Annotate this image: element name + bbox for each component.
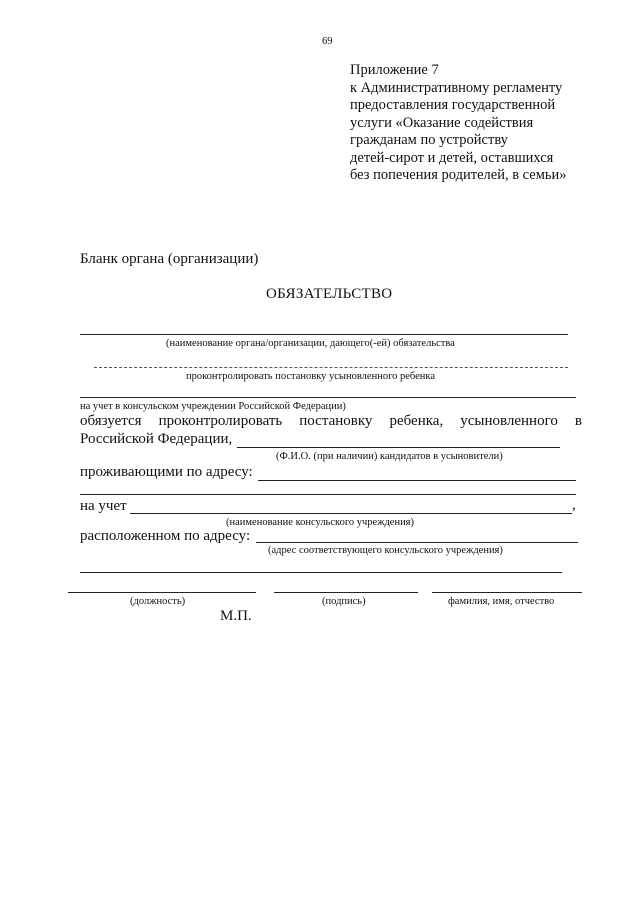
appendix-line: предоставления государственной: [350, 97, 556, 113]
obligation-word: постановку: [299, 413, 373, 429]
consulate-address-line[interactable]: [256, 542, 578, 543]
obligation-word: проконтролировать: [158, 413, 283, 429]
appendix-line: услуги «Оказание содействия: [350, 114, 534, 131]
org-name-caption: (наименование органа/организации, дающего(-ей) обязательства: [166, 338, 455, 349]
appendix-line: детей-сирот и детей, оставшихся: [350, 149, 554, 166]
residing-address-line[interactable]: [258, 480, 576, 481]
obligation-word: в: [574, 413, 582, 429]
registration-label: на учет: [80, 498, 127, 514]
page-number: 69: [322, 36, 333, 47]
registration-comma: ,: [572, 497, 576, 513]
appendix-block: [350, 62, 567, 185]
letterhead-label: Бланк органа (организации): [80, 251, 259, 267]
obligation-word: ребенка,: [389, 413, 444, 429]
control-line[interactable]: [94, 367, 568, 368]
obligation-line2: Российской Федерации,: [80, 431, 233, 447]
obligation-sentence: [80, 413, 582, 430]
control-caption: проконтролировать постановку усыновленного ребенка: [186, 371, 435, 382]
full-name-line[interactable]: [432, 592, 582, 593]
document-title: ОБЯЗАТЕЛЬСТВО: [266, 286, 393, 302]
consulate-name-line[interactable]: [130, 513, 572, 514]
located-label: расположенном по адресу:: [80, 528, 251, 544]
signature-caption: (подпись): [322, 596, 366, 607]
consulate-line[interactable]: [80, 397, 576, 398]
consulate-caption: на учет в консульском учреждении Российской Федерации): [80, 401, 346, 412]
position-caption: (должность): [130, 596, 186, 607]
consulate-name-caption: (наименование консульского учреждения): [226, 517, 415, 528]
appendix-line: Приложение 7: [350, 62, 439, 78]
residing-label: проживающими по адресу:: [80, 464, 253, 480]
residing-address-line-2[interactable]: [80, 494, 576, 495]
obligation-word: обязуется: [80, 413, 142, 429]
stamp-place: М.П.: [220, 608, 252, 624]
position-line[interactable]: [68, 592, 256, 593]
appendix-line: гражданам по устройству: [350, 132, 508, 148]
consulate-address-caption: (адрес соответствующего консульского учреждения): [268, 545, 503, 556]
fio-caption: (Ф.И.О. (при наличии) кандидатов в усыновители): [276, 451, 503, 462]
obligation-word: усыновленного: [460, 413, 558, 429]
org-name-line[interactable]: [80, 334, 568, 335]
consulate-address-line-2[interactable]: [80, 572, 562, 573]
appendix-line: к Административному регламенту: [350, 79, 563, 96]
appendix-line: без попечения родителей, в семьи»: [350, 167, 567, 183]
signature-line[interactable]: [274, 592, 418, 593]
fio-line[interactable]: [237, 447, 560, 448]
full-name-caption: фамилия, имя, отчество: [448, 596, 555, 607]
